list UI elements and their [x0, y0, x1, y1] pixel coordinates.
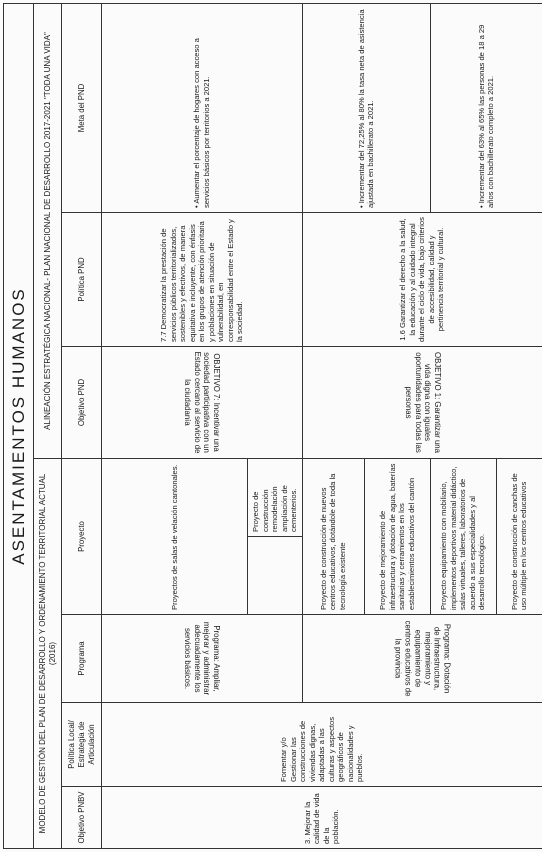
planning-table: [3, 3, 542, 849]
cell-objetivo-pnd-2: [302, 347, 542, 459]
cell-proyecto-2: [248, 459, 302, 537]
cell-politica-pnd-2: [302, 213, 542, 347]
cell-proyecto-3: [302, 459, 364, 615]
col-header-politica-pnd: Política PND: [62, 213, 102, 347]
proyecto-2-text: Proyecto de construcción remodelación ampliación de cementerios.: [251, 485, 299, 532]
proyecto-3-text: Proyecto de construcción de nuevos centros educativos, dotándole de toda la tecnología existente: [318, 473, 347, 610]
politica-local-text: Fomentar y/o Gestionar las construcciones de viviendas dignas, adaptadas a las culturas y aspectos geográficos de nacionalidades y pueblos.: [279, 717, 365, 782]
proyecto-6-text: Proyecto de construcción de canchas de uso múltiple en los centros educativos: [509, 473, 529, 610]
cell-proyecto-4: [364, 459, 430, 615]
proyecto-1-text: Proyectos de salas de velación cantonales.: [170, 464, 179, 610]
meta-3-text: • Incrementar del 63% al 65% las personas de 18 a 29 años con bachillerato completo a 2021.: [477, 25, 495, 208]
politica-pnd-2-text: 1.6 Garantizar el derecho a la salud, la educación y al cuidado integral durante el ciclo de vida, bajo criterios de accesibilidad, calidad y pertinencia territorial y cultural.: [398, 217, 446, 342]
col-header-objetivo-pnd: Objetivo PND: [62, 347, 102, 459]
politica-pnd-1-text: 7.7 Democratizar la prestación de servicios públicos territorializados, sostenibles y efectivos, de manera equitativa e incluyente, con énfasis en los grupos de atención prioritaria y poblaciones en situación de vulnerabilidad, en corresponsabilidad entre el Estado y la sociedad.: [159, 219, 245, 342]
meta-2-text: • Incrementar del 72,25% al 80% la tasa neta de asistencia ajustada en bachillerato a 2021.: [357, 9, 375, 208]
cell-objetivo-pnd-1: [102, 347, 302, 459]
cell-programa-1: [102, 615, 302, 703]
cell-objetivo-pnbv: [102, 787, 542, 849]
col-header-objetivo-pnbv: Objetivo PNBV: [62, 787, 102, 849]
page-title: ASENTAMIENTOS HUMANOS: [4, 3, 34, 848]
cell-programa-2: [302, 615, 542, 703]
col-header-proyecto: Proyecto: [62, 459, 102, 615]
group-header-model: MODELO DE GESTIÓN DEL PLAN DE DESARROLLO Y ORDENAMIENTO TERRITORIAL ACTUAL (2016): [34, 459, 62, 849]
cell-proyecto-6: [496, 459, 542, 615]
col-header-politica-local: Política Local/ Estrategia de Articulación: [62, 703, 102, 787]
cell-meta-3: [430, 3, 542, 212]
cell-meta-2: [302, 3, 430, 212]
proyecto-4-text: Proyecto de mejoramiento de infraestructura y dotación de agua, baterías sanitarias y cerramientos en los establecimientos educativos del cantón: [378, 463, 416, 610]
cell-meta-1: [102, 3, 302, 212]
col-header-programa: Programa: [62, 615, 102, 703]
proyecto-5-text: Proyecto equipamiento con mobiliario, implementos deportivos material didáctico, salas virtuales, talleres, laboratorios de acuerdo a sus especialidades y al desarrollo tecnológico.: [439, 466, 487, 610]
objetivo-pnd-1-text: OBJETIVO 7: Incentivar una sociedad participativa con un Estado cercano al servicio de la ciudadanía: [183, 351, 222, 454]
cell-proyecto-5: [430, 459, 496, 615]
programa-1-text: Programa: Ampliar, mejorar y administrar adecuadamente los servicios básicos.: [183, 621, 222, 696]
objetivo-pnbv-text: 3. Mejorar la calidad de vida de la población.: [302, 793, 341, 844]
cell-politica-pnd-1: [102, 213, 302, 347]
cell-proyecto-1-spacer: [248, 537, 302, 615]
objetivo-pnd-2-text: OBJETIVO 1: Garantizar una vida digna con iguales oportunidades para todas las personas: [403, 352, 442, 453]
meta-1-text: • Aumentar el porcentaje de hogares con acceso a servicios básicos por territorios a 2021.: [192, 38, 210, 208]
programa-2-text: Programa: Dotación de Infraestructura, mejoramiento y equipamiento de centros educativos de la provincia: [393, 620, 452, 697]
cell-politica-local: [102, 703, 542, 787]
col-header-meta-pnd: Meta del PND: [62, 3, 102, 212]
rotated-table-area: [3, 4, 539, 849]
group-header-alignment: ALINEACIÓN ESTRATÉGICA NACIONAL- PLAN NACIONAL DE DESARROLLO 2017-2021 "TODA UNA VIDA": [34, 3, 62, 458]
cell-proyecto-1: [102, 459, 248, 615]
